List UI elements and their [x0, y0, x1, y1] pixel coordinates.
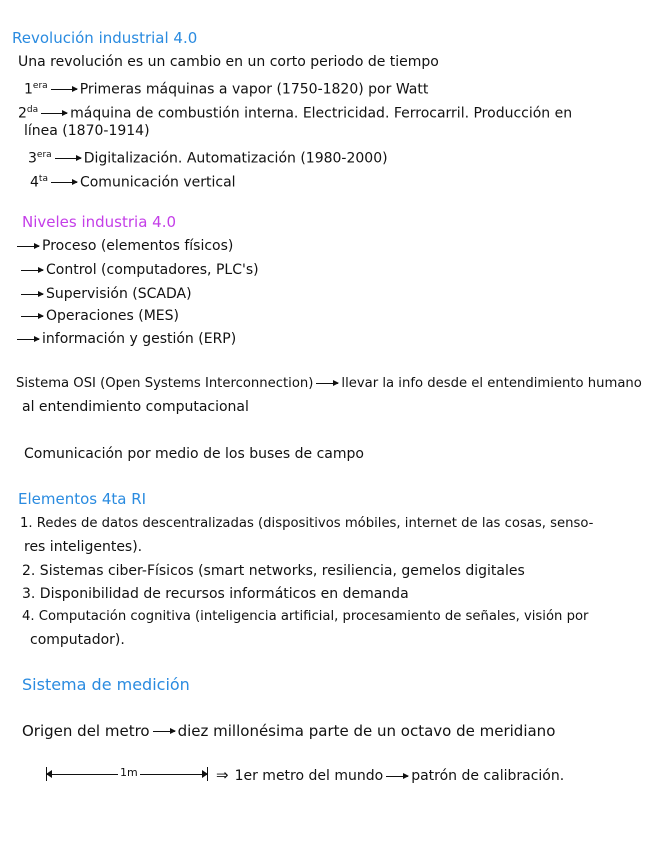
list-item-continuation: línea (1870-1914) — [24, 123, 150, 139]
list-item — [18, 307, 179, 325]
list-item: 3. Disponibilidad de recursos informáticos en demanda — [22, 586, 409, 602]
list-item: 2. Sistemas ciber-Físicos (smart networks, resiliencia, gemelos digitales — [22, 563, 525, 579]
ordinal: 3 — [28, 150, 37, 167]
list-item-text: Comunicación vertical — [79, 174, 236, 191]
list-item — [14, 237, 233, 255]
origin-label: Origen del metro — [22, 722, 150, 740]
list-item-text: Supervisión (SCADA) — [46, 286, 192, 302]
list-item-text: Primeras máquinas a vapor (1750-1820) por Watt — [79, 81, 429, 98]
list-item-text: Proceso (elementos físicos) — [42, 238, 234, 254]
arrow-icon — [316, 383, 338, 384]
list-item: 4. Computación cognitiva (inteligencia artificial, procesamiento de señales, visión por — [22, 609, 589, 624]
origin-line — [22, 722, 555, 740]
arrow-icon — [21, 270, 43, 271]
list-item-continuation: res inteligentes). — [24, 539, 143, 555]
meter-diagram — [46, 767, 208, 781]
ordinal: 2 — [18, 105, 27, 122]
osi-line-2: al entendimiento computacional — [22, 399, 249, 415]
list-item-continuation: computador). — [30, 632, 125, 648]
osi-label: Sistema OSI (Open Systems Interconnection) — [16, 376, 314, 391]
ordinal-suffix: era — [32, 81, 48, 91]
first-meter-text: 1er metro del mundo — [234, 768, 384, 784]
list-item — [18, 101, 572, 123]
section-title-revolucion: Revolución industrial 4.0 — [12, 29, 198, 47]
section-title-niveles: Niveles industria 4.0 — [22, 213, 177, 231]
osi-line — [16, 375, 642, 393]
arrow-icon — [17, 246, 39, 247]
list-item: 1. Redes de datos descentralizadas (dispositivos móbiles, internet de las cosas, senso- — [20, 516, 594, 531]
calibration-line — [212, 766, 564, 785]
list-item-text: Control (computadores, PLC's) — [46, 262, 259, 278]
list-item-text: máquina de combustión interna. Electricidad. Ferrocarril. Producción en — [70, 105, 573, 122]
list-item — [30, 170, 236, 192]
ordinal-suffix: da — [26, 105, 39, 115]
calibration-text: patrón de calibración. — [411, 768, 565, 784]
arrow-icon — [21, 294, 43, 295]
arrow-icon — [51, 89, 77, 90]
list-item-text: Operaciones (MES) — [46, 308, 179, 324]
list-item — [18, 261, 259, 279]
osi-description: llevar la info desde el entendimiento humano — [341, 376, 642, 391]
intro-text: Una revolución es un cambio en un corto periodo de tiempo — [18, 54, 439, 70]
buses-text: Comunicación por medio de los buses de campo — [24, 446, 364, 462]
list-item — [14, 330, 236, 348]
list-item-text: información y gestión (ERP) — [42, 331, 237, 347]
arrow-icon — [21, 316, 43, 317]
ordinal-suffix: era — [36, 150, 52, 160]
ordinal-suffix: ta — [38, 174, 48, 184]
arrow-icon — [55, 158, 81, 159]
arrow-icon — [153, 731, 175, 732]
double-arrow-icon: ⇒ — [216, 766, 229, 784]
origin-description: diez millonésima parte de un octavo de meridiano — [177, 722, 556, 740]
list-item-text: Digitalización. Automatización (1980-2000) — [83, 150, 388, 167]
meter-label: 1m — [120, 766, 138, 779]
list-item — [18, 285, 192, 303]
arrow-icon — [41, 113, 67, 114]
list-item — [24, 77, 428, 99]
list-item — [28, 146, 388, 168]
section-title-elementos: Elementos 4ta RI — [18, 490, 147, 508]
arrow-right-icon — [202, 770, 208, 778]
section-title-medicion: Sistema de medición — [22, 675, 190, 694]
arrow-icon — [386, 776, 408, 777]
arrow-left-icon — [46, 770, 52, 778]
arrow-icon — [51, 182, 77, 183]
arrow-icon — [17, 339, 39, 340]
ordinal: 1 — [24, 81, 33, 98]
ordinal: 4 — [30, 174, 39, 191]
